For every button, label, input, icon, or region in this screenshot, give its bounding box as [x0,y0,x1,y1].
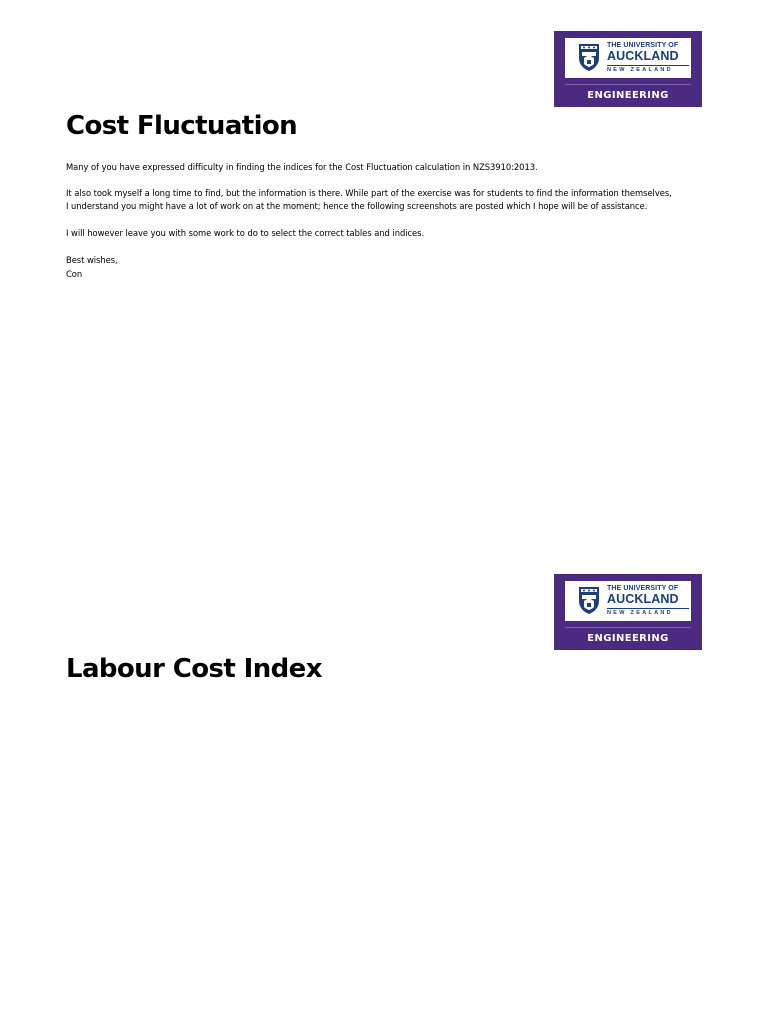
page-title: Cost Fluctuation [66,111,298,141]
intro-paragraph: Many of you have expressed difficulty in finding the indices for the Cost Fluctuation calculation in NZS3910:2013. [66,162,538,172]
logo-line-university: THE UNIVERSITY OF [607,585,679,592]
signoff-text: Best wishes, [66,255,118,265]
logo-white-panel [565,38,691,78]
logo-line-auckland: AUCKLAND [607,49,679,63]
section-title-labour-cost-index: Labour Cost Index [66,654,322,684]
logo-line-university: THE UNIVERSITY OF [607,42,679,49]
university-logo [554,574,702,650]
logo-line-auckland: AUCKLAND [607,592,679,606]
explanation-line-1: It also took myself a long time to find, but the information is there. While part of the exercise was for students to find the information themselves, [66,188,672,198]
logo-faculty: ENGINEERING [587,633,669,644]
university-crest-icon [578,586,600,615]
university-logo [554,31,702,107]
logo-line-new-zealand: NEW ZEALAND [607,66,673,73]
logo-faculty: ENGINEERING [587,90,669,101]
logo-rule [565,627,691,628]
logo-rule [565,84,691,85]
logo-white-panel [565,581,691,621]
logo-divider [607,65,689,66]
note-paragraph: I will however leave you with some work to do to select the correct tables and indices. [66,228,425,238]
logo-divider [607,608,689,609]
university-crest-icon [578,43,600,72]
logo-line-new-zealand: NEW ZEALAND [607,609,673,616]
signature-text: Con [66,269,83,279]
explanation-line-2: I understand you might have a lot of work on at the moment; hence the following screenshots are posted which I hope will be of assistance. [66,201,648,211]
